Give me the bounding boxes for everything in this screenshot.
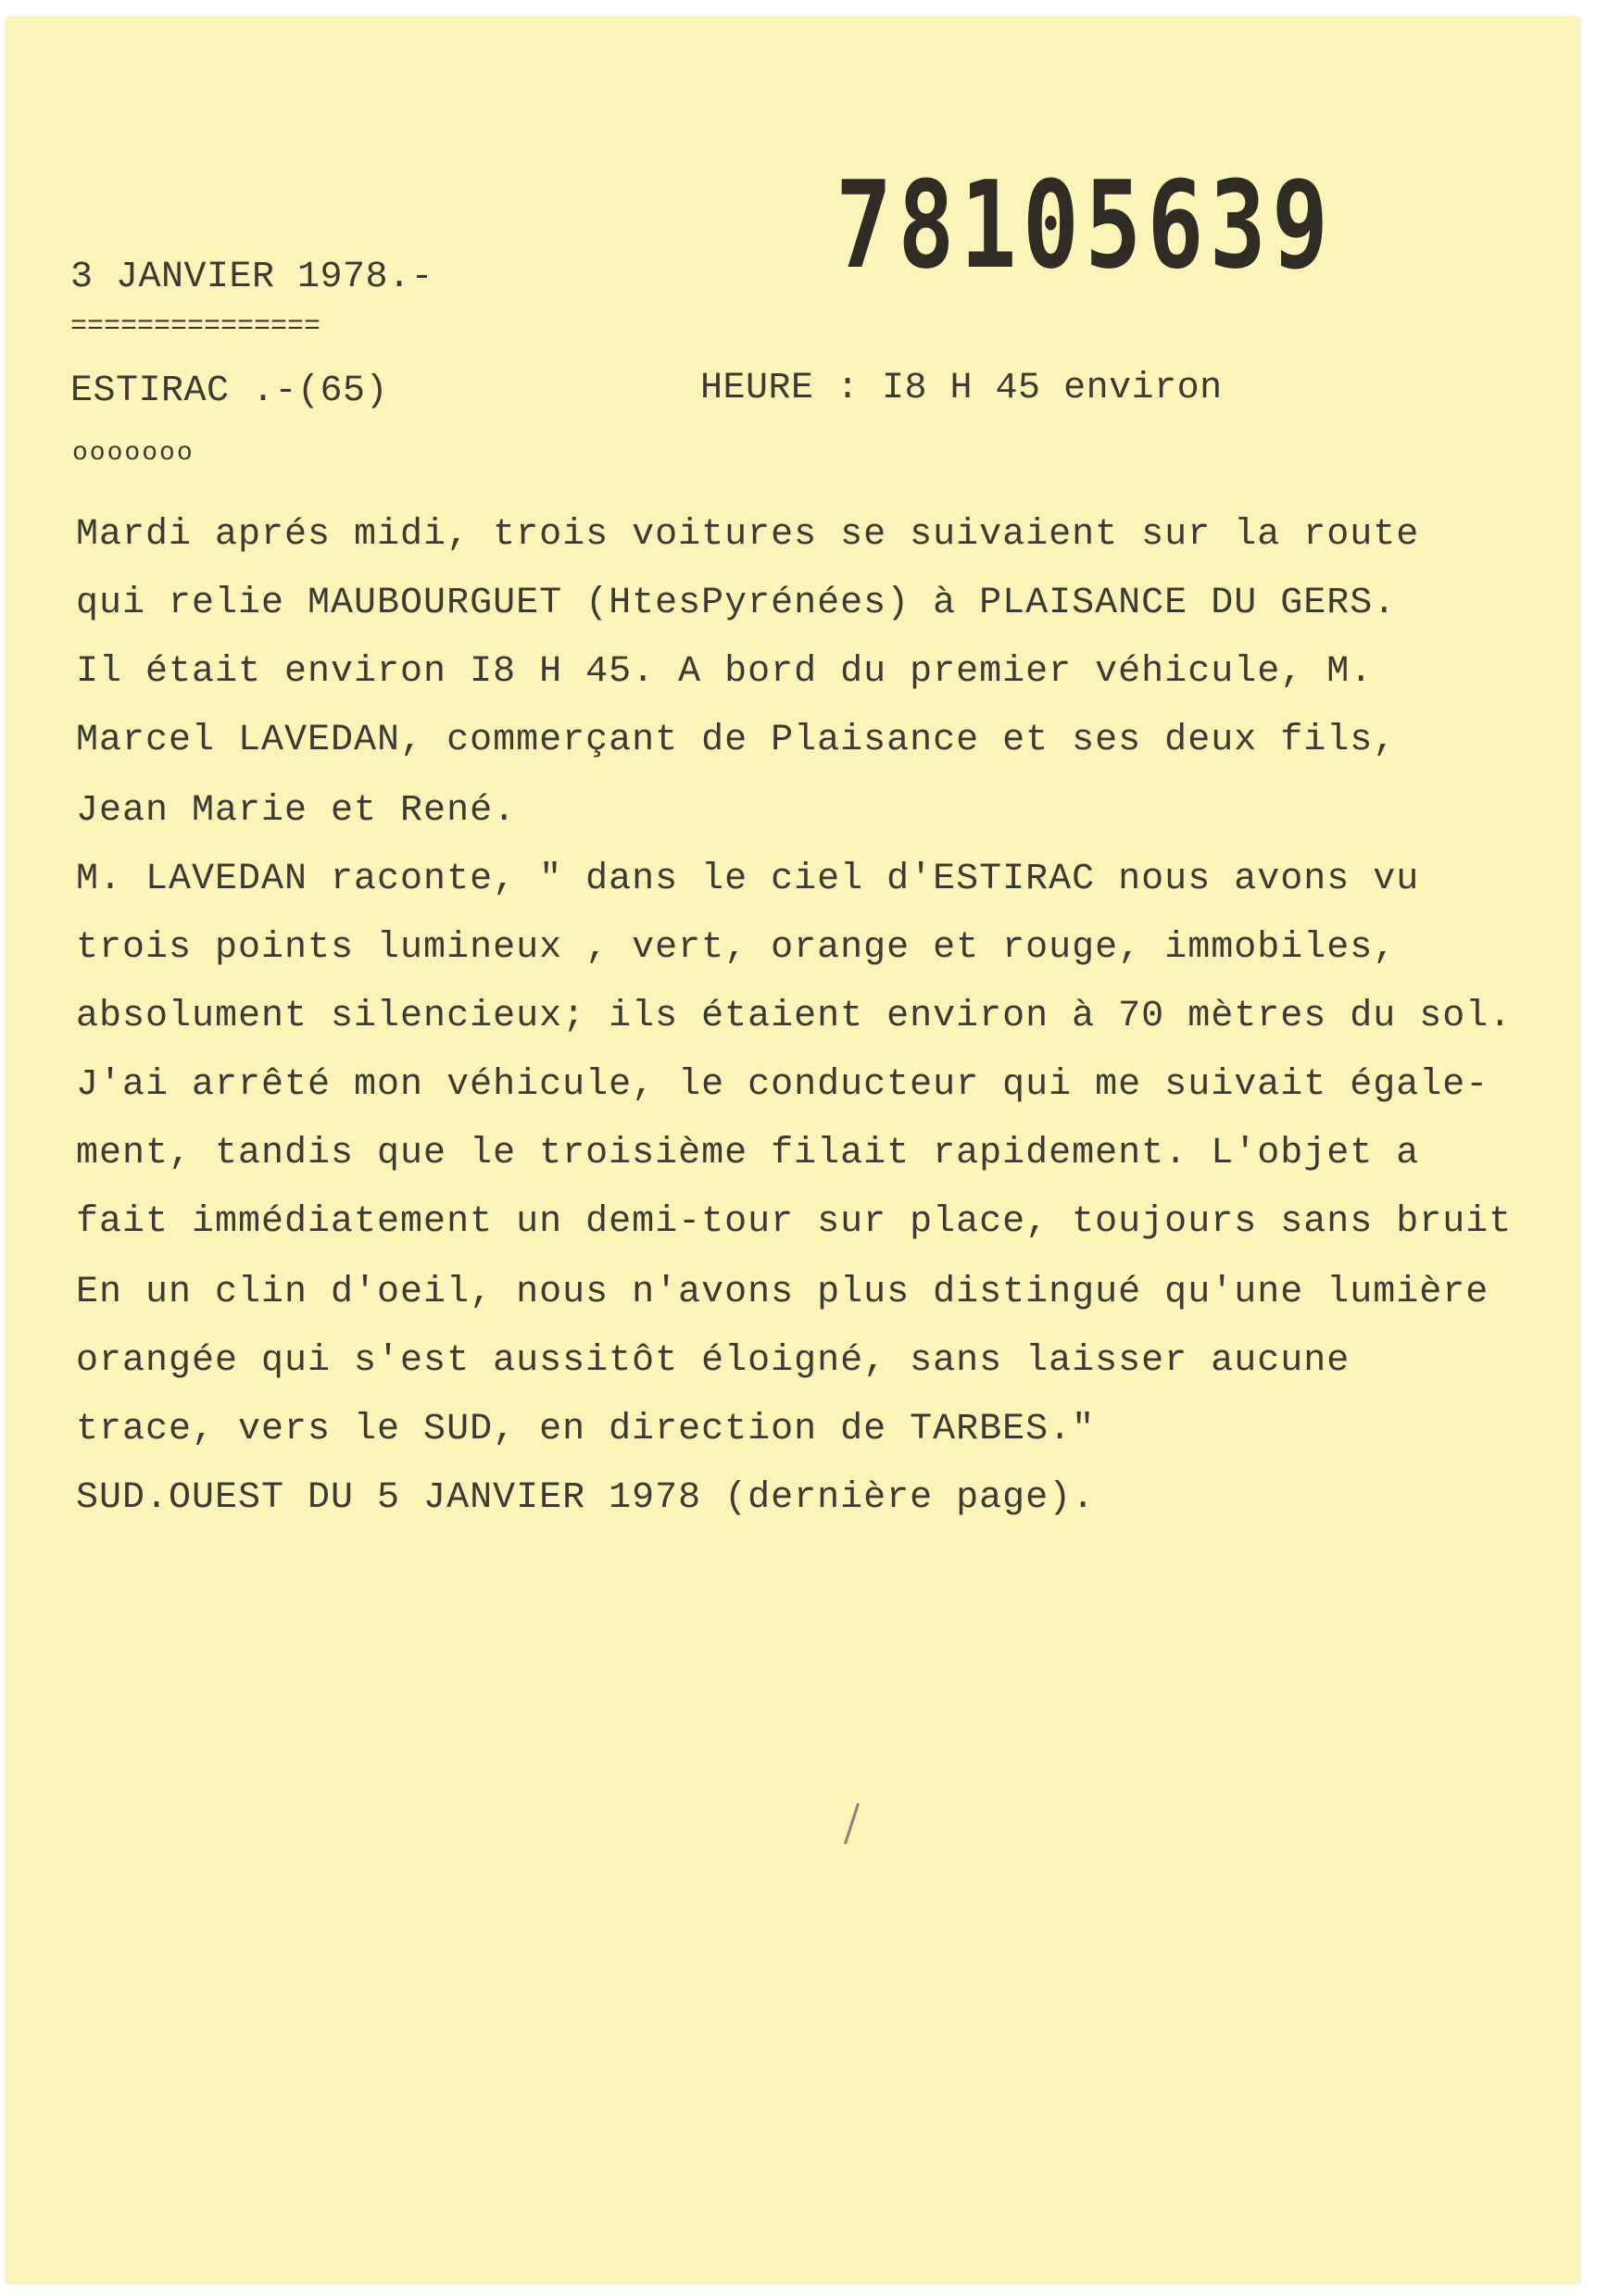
body-line: trois points lumineux , vert, orange et rouge, immobiles,	[76, 927, 1397, 969]
body-line: trace, vers le SUD, en direction de TARBES."	[76, 1409, 1096, 1450]
body-line: En un clin d'oeil, nous n'avons plus distingué qu'une lumière	[76, 1272, 1489, 1313]
body-line: orangée qui s'est aussitôt éloigné, sans laisser aucune	[76, 1340, 1351, 1382]
body-line: Jean Marie et René.	[76, 790, 517, 832]
body-line: M. LAVEDAN raconte, " dans le ciel d'ESTIRAC nous avons vu	[76, 859, 1420, 900]
document-page	[6, 17, 1580, 2284]
pen-mark	[844, 1803, 860, 1845]
time-heading: HEURE : I8 H 45 environ	[700, 368, 1223, 409]
body-line: ment, tandis que le troisième filait rapidement. L'objet a	[76, 1133, 1420, 1174]
location-heading: ESTIRAC .-(65)	[70, 370, 389, 412]
body-line: Il était environ I8 H 45. A bord du premier véhicule, M.	[76, 651, 1374, 693]
body-line: SUD.OUEST DU 5 JANVIER 1978 (dernière page).	[76, 1477, 1096, 1519]
body-line: fait immédiatement un demi-tour sur place, toujours sans bruit	[76, 1201, 1513, 1243]
body-line: qui relie MAUBOURGUET (HtesPyrénées) à PLAISANCE DU GERS.	[76, 583, 1397, 624]
body-line: Mardi aprés midi, trois voitures se suivaient sur la route	[76, 514, 1420, 556]
document-date: 3 JANVIER 1978.-	[70, 257, 434, 298]
body-line: J'ai arrêté mon véhicule, le conducteur qui me suivait égale-	[76, 1064, 1489, 1106]
body-line: Marcel LAVEDAN, commerçant de Plaisance et ses deux fils,	[76, 720, 1397, 761]
separator: ooooooo	[72, 439, 195, 468]
date-underline: ===============	[70, 311, 321, 343]
body-line: absolument silencieux; ils étaient environ à 70 mètres du sol.	[76, 996, 1513, 1037]
reference-number: 78105639	[836, 155, 1335, 295]
